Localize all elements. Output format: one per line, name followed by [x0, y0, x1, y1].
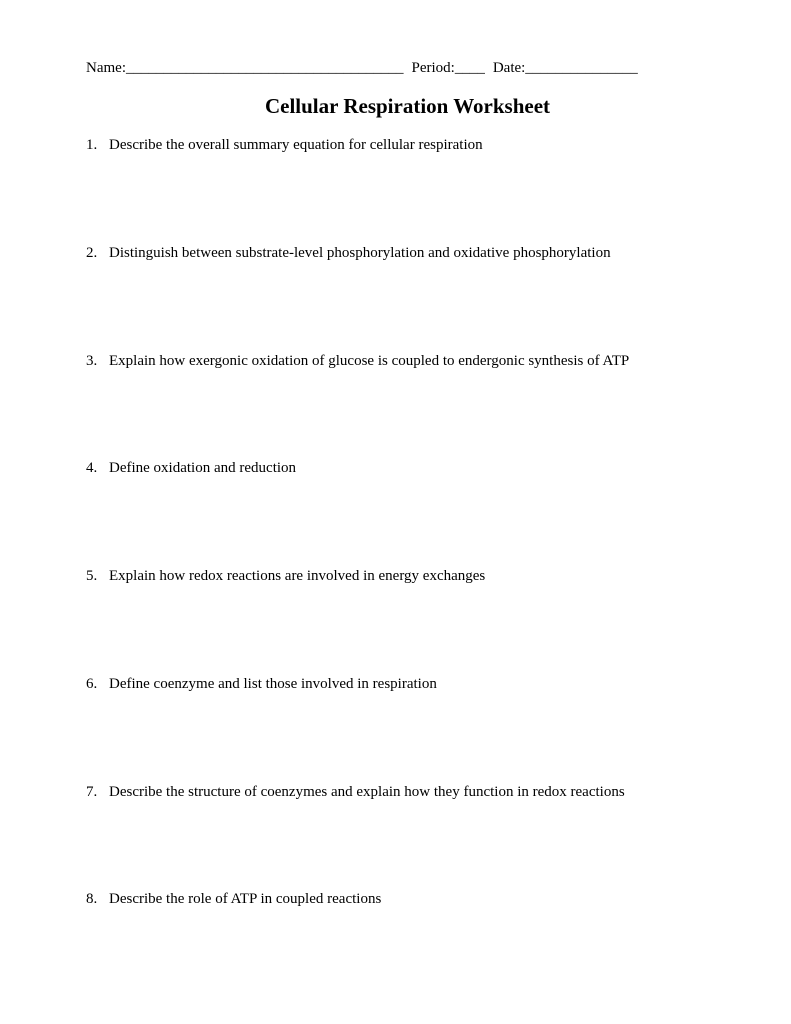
question-number: 6.: [86, 676, 98, 692]
date-field[interactable]: Date:_______________: [492, 60, 638, 76]
question-item: [86, 674, 437, 694]
question-item: [86, 351, 629, 371]
question-text: Describe the structure of coenzymes and explain how they function in redox reactions: [109, 784, 625, 800]
question-number: 1.: [86, 137, 98, 153]
question-number: 3.: [86, 353, 98, 369]
question-item: [86, 566, 485, 586]
question-number: 8.: [86, 891, 98, 907]
question-item: [86, 243, 611, 263]
question-text: Describe the overall summary equation for cellular respiration: [109, 137, 483, 153]
question-text: Define coenzyme and list those involved in respiration: [109, 676, 437, 692]
question-text: Describe the role of ATP in coupled reactions: [109, 891, 382, 907]
student-info-header: [86, 58, 638, 78]
question-text: Distinguish between substrate-level phosphorylation and oxidative phosphorylation: [109, 245, 611, 261]
question-number: 4.: [86, 460, 98, 476]
worksheet-title: Cellular Respiration Worksheet: [264, 94, 551, 118]
question-number: 5.: [86, 568, 98, 584]
question-number: 2.: [86, 245, 98, 261]
question-item: [86, 889, 381, 909]
name-field[interactable]: Name:_____________________________________: [86, 60, 404, 76]
question-number: 7.: [86, 784, 98, 800]
period-field[interactable]: Period:____: [411, 60, 485, 76]
question-text: Explain how exergonic oxidation of glucose is coupled to endergonic synthesis of ATP: [109, 353, 630, 369]
question-item: [86, 135, 483, 155]
question-text: Explain how redox reactions are involved in energy exchanges: [109, 568, 486, 584]
question-text: Define oxidation and reduction: [109, 460, 297, 476]
question-item: [86, 458, 296, 478]
question-item: [86, 782, 625, 802]
